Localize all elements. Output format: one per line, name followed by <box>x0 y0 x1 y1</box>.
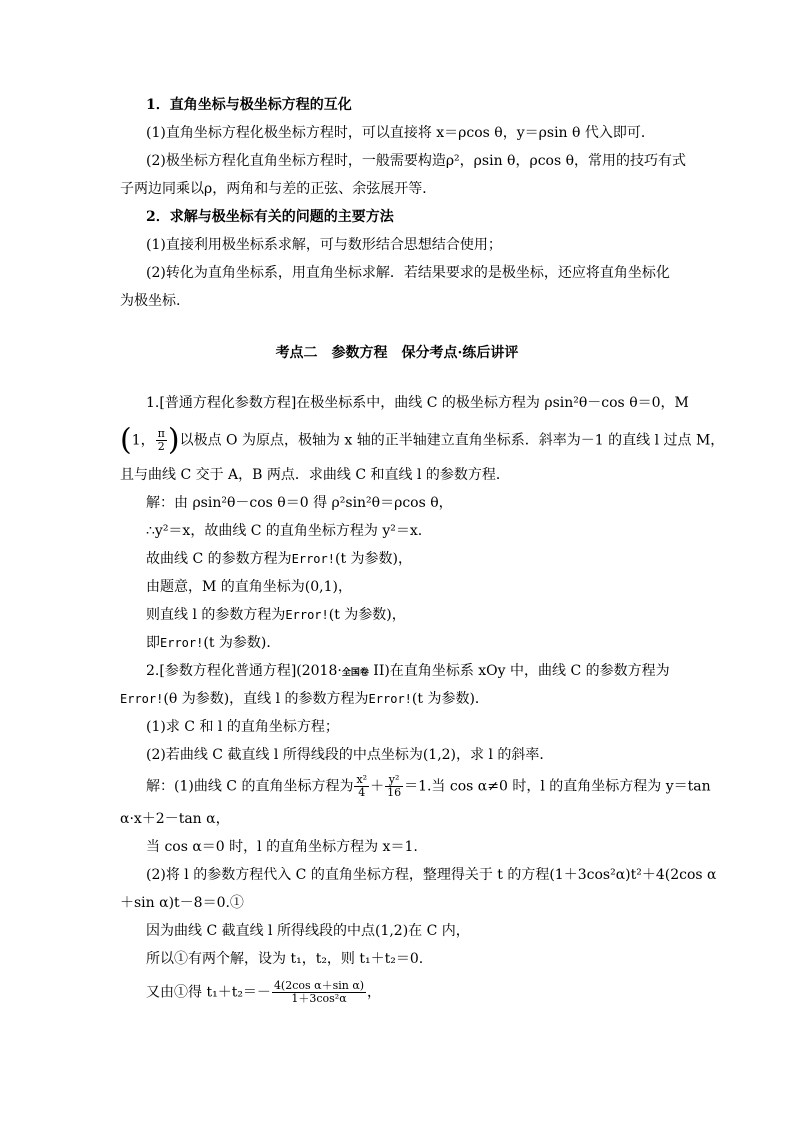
problem2-solution-3: 当 cos α＝0 时，l 的直角坐标方程为 x＝1. <box>146 839 418 855</box>
solution-5-post: (t 为参数)， <box>328 607 406 623</box>
fraction-x2-over-4 <box>354 774 369 799</box>
paragraph-polar-to-rect-b: 子两边同乘以ρ，两角和与差的正弦、余弦展开等． <box>120 181 437 197</box>
problem2-solution-6: 所以①有两个解，设为 t₁，t₂，则 t₁＋t₂＝0. <box>146 951 424 967</box>
fraction-y2-over-16 <box>385 774 403 799</box>
problem1-solution-6 <box>146 632 680 654</box>
frac-numerator: y² <box>385 774 403 787</box>
problem1-solution-5 <box>146 604 680 626</box>
solution-6-pre: 即 <box>146 635 160 651</box>
problem2-year: (2018· <box>296 663 342 679</box>
frac-numerator: x² <box>356 773 368 786</box>
paragraph-method-2b: 为极坐标. <box>120 293 181 309</box>
problem1-statement-3: 且与曲线 C 交于 A，B 两点．求曲线 C 和直线 l 的参数方程． <box>120 467 510 483</box>
problem2-statement-2a: (θ 为参数)，直线 l 的参数方程为 <box>163 691 369 707</box>
error-field: Error! <box>291 552 335 566</box>
frac-denominator: 4 <box>358 786 366 799</box>
error-field: Error! <box>368 692 412 706</box>
error-field: Error! <box>285 608 329 622</box>
problem2-solution-7 <box>146 980 680 1005</box>
problem1-solution-4: 由题意，M 的直角坐标为(0,1)， <box>146 579 352 595</box>
problem1-statement-1: 在极坐标系中，曲线 C 的极坐标方程为 ρsin²θ－cos θ＝0，M <box>296 395 689 411</box>
problem1-solution-1: 解：由 ρsin²θ－cos θ＝0 得 ρ²sin²θ＝ρcos θ， <box>146 495 453 511</box>
plus-sign: ＋ <box>370 778 385 795</box>
problem2-label: 2.[参数方程化普通方程] <box>146 663 297 679</box>
solution-1-pre: 解：(1)曲线 C 的直角坐标方程为 <box>146 778 354 795</box>
problem2-line1 <box>146 660 680 684</box>
solution-6-post: (t 为参数)． <box>203 635 281 651</box>
problem1-line1 <box>146 392 689 414</box>
frac-denominator: 2 <box>157 440 165 453</box>
problem1-label: 1.[普通方程化参数方程] <box>146 395 297 411</box>
paragraph-method-2a: (2)转化为直角坐标系，用直角坐标求解．若结果要求的是极坐标，还应将直角坐标化 <box>146 265 670 281</box>
problem2-solution-4a: (2)将 l 的参数方程代入 C 的直角坐标方程，整理得关于 t 的方程(1＋3cos²α)t²＋4(2cos α <box>146 867 717 883</box>
problem2-question-2: (2)若曲线 C 截直线 l 所得线段的中点坐标为(1,2)，求 l 的斜率． <box>146 747 554 763</box>
solution-3-pre: 故曲线 C 的参数方程为 <box>146 551 292 567</box>
problem1-line2 <box>120 422 725 458</box>
heading-conversion: 1．直角坐标与极坐标方程的互化 <box>146 97 352 113</box>
problem1-statement-2: 以极点 O 为原点，极轴为 x 轴的正半轴建立直角坐标系．斜率为－1 的直线 l 过点 M， <box>179 432 725 449</box>
problem1-solution-2: ∴y²＝x，故曲线 C 的直角坐标方程为 y²＝x. <box>146 523 423 539</box>
fraction-pi-over-2 <box>156 428 167 453</box>
m-coord-pre: 1， <box>131 432 155 449</box>
problem2-question-1: (1)求 C 和 l 的直角坐标方程； <box>146 719 339 735</box>
paragraph-method-1: (1)直接利用极坐标系求解，可与数形结合思想结合使用； <box>146 237 502 253</box>
problem2-statement-2b: (t 为参数)． <box>411 691 489 707</box>
solution-1-post: ＝1.当 cos α≠0 时，l 的直角坐标方程为 y＝tan <box>404 778 711 795</box>
frac-denominator: 1＋3cos²α <box>291 992 347 1005</box>
paren-open: ( <box>120 422 132 458</box>
paragraph-polar-to-rect-a: (2)极坐标方程化直角坐标方程时，一般需要构造ρ²，ρsin θ，ρcos θ，常用的技巧有式 <box>146 153 687 169</box>
problem2-exam-num: II) <box>368 663 390 679</box>
paragraph-rect-to-polar: (1)直角坐标方程化极坐标方程时，可以直接将 x＝ρcos θ，y＝ρsin θ 代入即可． <box>146 125 655 141</box>
frac-numerator: 4(2cos α＋sin α) <box>273 979 365 992</box>
error-field: Error! <box>120 692 164 706</box>
problem2-solution-4b: ＋sin α)t－8＝0.① <box>120 895 244 911</box>
error-field: Error! <box>160 636 204 650</box>
problem2-solution-2: α·x＋2－tan α， <box>120 811 230 827</box>
problem2-exam: 全国卷 <box>341 668 369 678</box>
problem2-solution-5: 因为曲线 C 截直线 l 所得线段的中点(1,2)在 C 内， <box>146 923 470 939</box>
solution-3-post: (t 为参数)， <box>334 551 412 567</box>
problem1-solution-3 <box>146 548 680 570</box>
problem2-statement-1: 在直角坐标系 xOy 中，曲线 C 的参数方程为 <box>389 663 670 679</box>
fraction-sum-t <box>272 980 366 1005</box>
solution-7-post: ， <box>367 984 382 1001</box>
problem2-solution-1 <box>146 773 711 799</box>
solution-7-pre: 又由①得 t₁＋t₂＝－ <box>146 984 271 1001</box>
frac-denominator: 16 <box>387 786 402 799</box>
problem2-line2 <box>120 688 680 710</box>
solution-5-pre: 则直线 l 的参数方程为 <box>146 607 286 623</box>
section-title: 考点二 参数方程 保分考点·练后讲评 <box>275 345 519 361</box>
paren-close: ) <box>167 422 180 458</box>
heading-methods: 2．求解与极坐标有关的问题的主要方法 <box>146 209 394 225</box>
frac-numerator: π <box>157 427 165 440</box>
